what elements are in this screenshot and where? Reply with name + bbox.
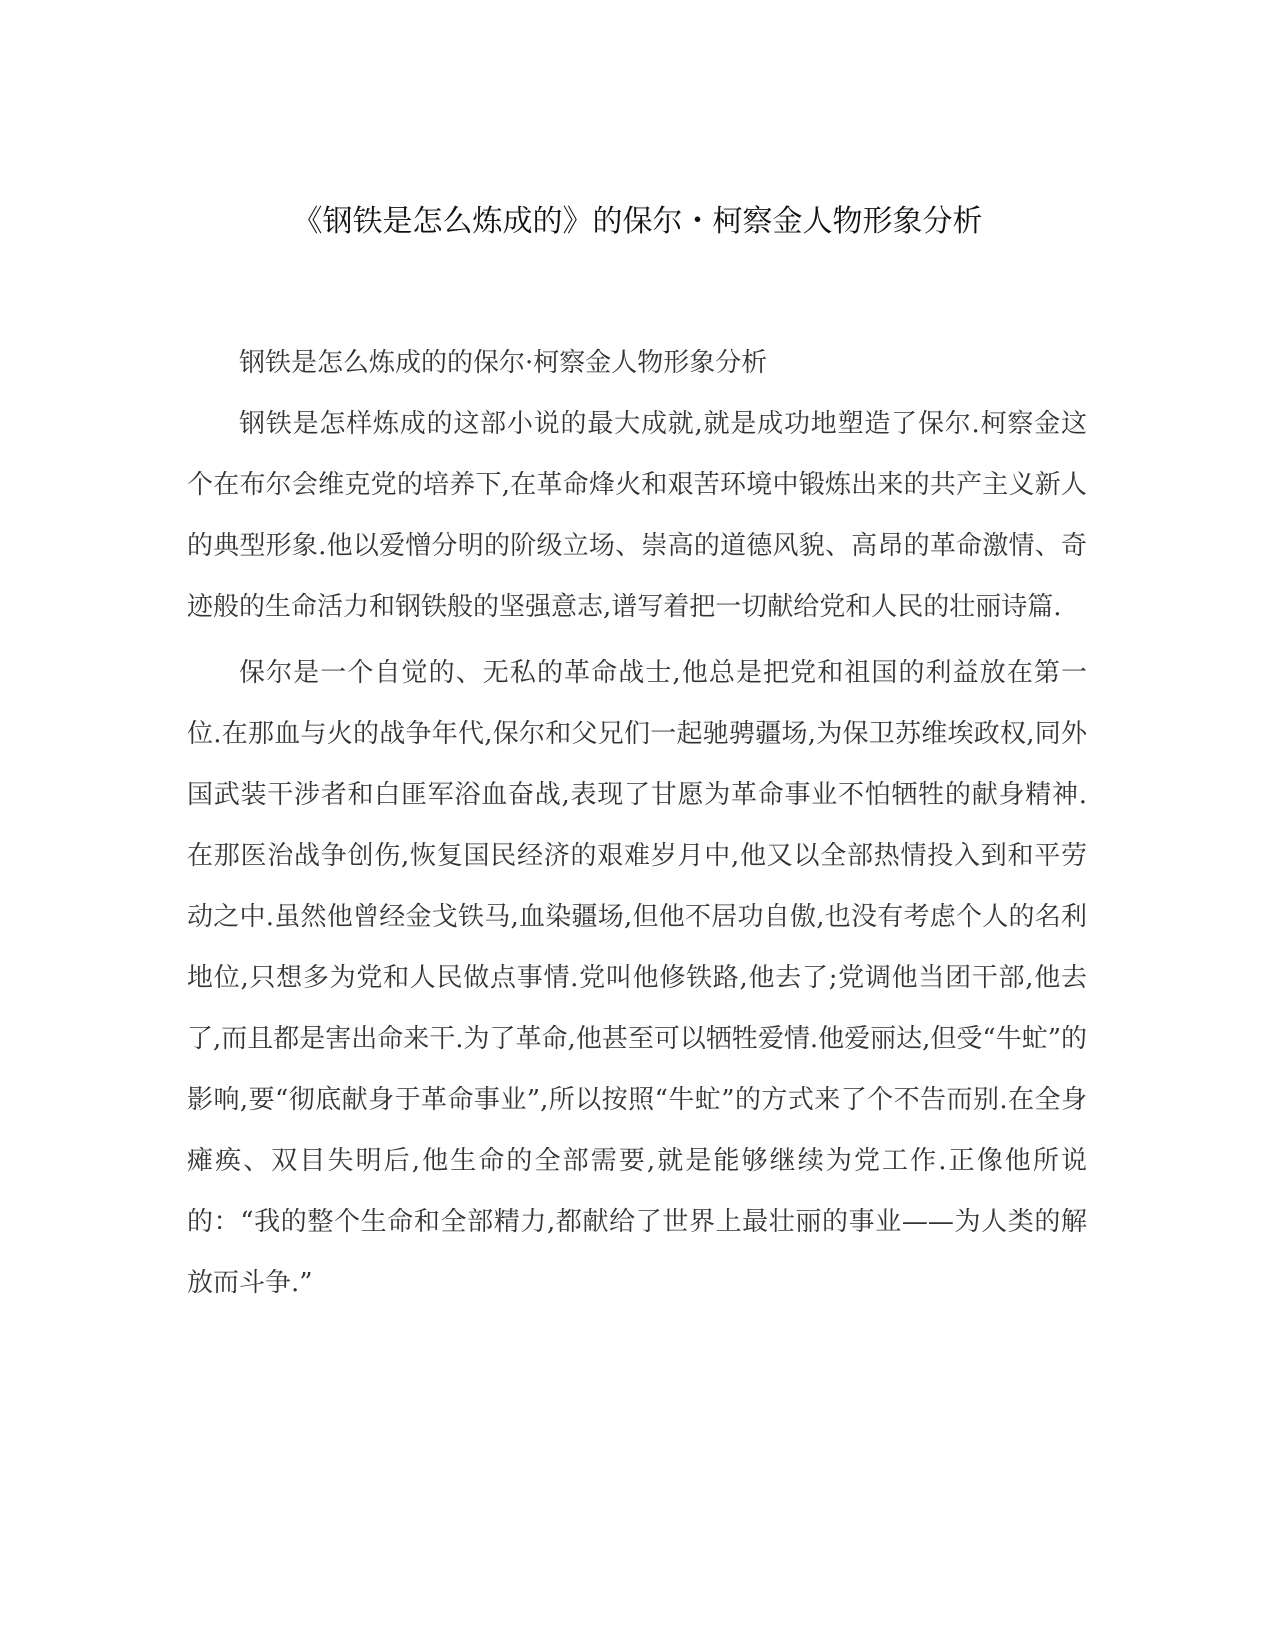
paragraph-1: 钢铁是怎样炼成的这部小说的最大成就,就是成功地塑造了保尔.柯察金这个在布尔会维克党的培养下,在革命烽火和艰苦环境中锻炼出来的共产主义新人的典型形象.他以爱憎分明的阶级立场、崇高的道德风貌、高昂的革命激情、奇迹般的生命活力和钢铁般的坚强意志,谱写着把一切献给党和人民的壮丽诗篇. [187,409,1088,622]
subheading: 钢铁是怎么炼成的的保尔·柯察金人物形象分析 [239,348,768,378]
document-title: 《钢铁是怎么炼成的》的保尔・柯察金人物形象分析 [292,204,983,239]
paragraph-2: 保尔是一个自觉的、无私的革命战士,他总是把党和祖国的利益放在第一位.在那血与火的战争年代,保尔和父兄们一起驰骋疆场,为保卫苏维埃政权,同外国武装干涉者和白匪军浴血奋战,表现了甘愿为革命事业不怕牺牲的献身精神.在那医治战争创伤,恢复国民经济的艰难岁月中,他又以全部热情投入到和平劳动之中.虽然他曾经金戈铁马,血染疆场,但他不居功自傲,也没有考虑个人的名利地位,只想多为党和人民做点事情.党叫他修铁路,他去了;党调他当团干部,他去了,而且都是害出命来干.为了革命,他甚至可以牺牲爱情.他爱丽达,但受“牛虻”的影响,要“彻底献身于革命事业”,所以按照“牛虻”的方式来了个不告而别.在全身瘫痪、双目失明后,他生命的全部需要,就是能够继续为党工作.正像他所说的：“我的整个生命和全部精力,都献给了世界上最壮丽的事业——为人类的解放而斗争.” [187,658,1087,1298]
document-body [187,333,1087,1314]
